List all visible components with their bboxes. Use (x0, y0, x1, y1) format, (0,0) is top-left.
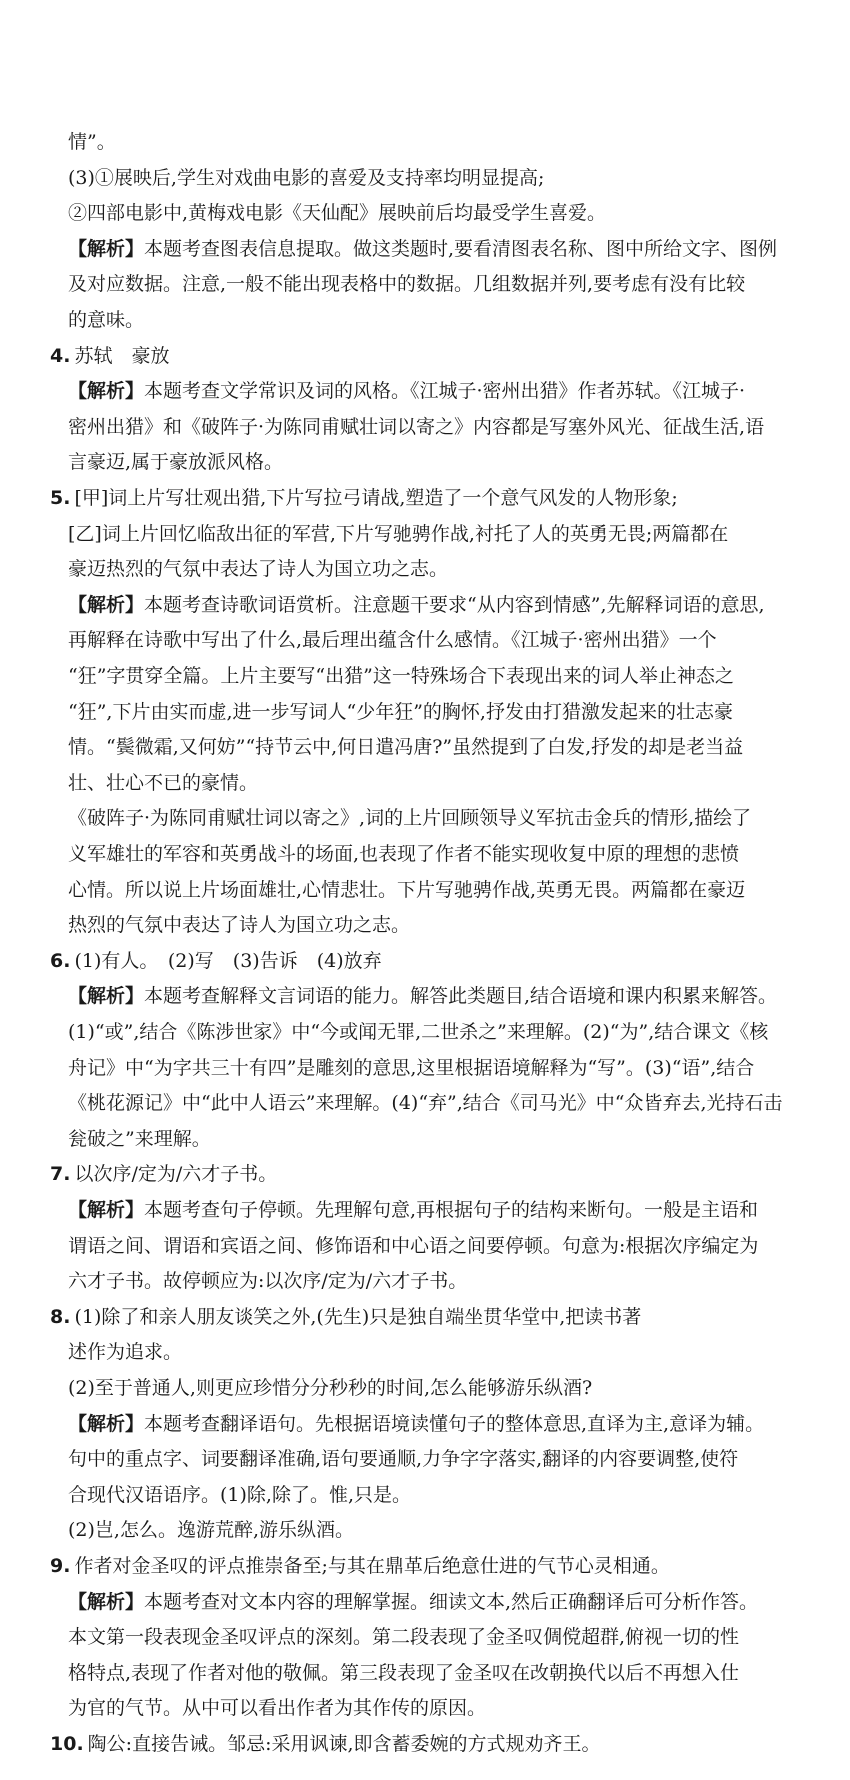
line-text: 瓮破之”来理解。 (68, 1128, 211, 1150)
text-line (68, 414, 764, 440)
text-line (68, 1695, 486, 1721)
text-line (68, 1446, 738, 1472)
line-text: 及对应数据。注意,一般不能出现表格中的数据。几组数据并列,要考虑有没有比较 (68, 273, 746, 295)
line-text: 本题考查图表信息提取。做这类题时,要看清图表名称、图中所给文字、图例 (144, 238, 778, 260)
text-line (68, 1126, 211, 1152)
text-line (68, 1055, 754, 1081)
text-line (68, 1090, 783, 1116)
text-line (68, 307, 144, 333)
analysis-paragraph (68, 592, 765, 618)
analysis-paragraph (68, 983, 777, 1009)
line-text: 合现代汉语语序。(1)除,除了。惟,只是。 (68, 1484, 411, 1506)
text-line (68, 1517, 354, 1543)
analysis-tag: 【解析】 (68, 238, 145, 260)
line-text: 句中的重点字、词要翻译准确,语句要通顺,力争字字落实,翻译的内容要调整,使符 (68, 1448, 739, 1470)
text-line (68, 805, 751, 831)
line-text: 本题考查诗歌词语赏析。注意题干要求“从内容到情感”,先解释词语的意思, (144, 594, 765, 616)
question-number: 10. (50, 1733, 84, 1755)
line-text: 格特点,表现了作者对他的敬佩。第三段表现了金圣叹在改朝换代以后不再想入仕 (68, 1662, 740, 1684)
line-text: (1)有人。 (2)写 (3)告诉 (4)放弃 (74, 950, 382, 972)
text-line (68, 1624, 739, 1650)
answer-item (50, 948, 382, 974)
analysis-paragraph (68, 1411, 764, 1437)
text-line (68, 912, 410, 938)
line-text: 述作为追求。 (68, 1341, 183, 1363)
line-text: 本题考查对文本内容的理解掌握。细读文本,然后正确翻译后可分析作答。 (144, 1591, 759, 1613)
line-text: [乙]词上片回忆临敌出征的军营,下片写驰骋作战,衬托了人的英勇无畏;两篇都在 (68, 523, 729, 545)
text-line (68, 1660, 739, 1686)
line-text: 心情。所以说上片场面雄壮,心情悲壮。下片写驰骋作战,英勇无畏。两篇都在豪迈 (68, 879, 746, 901)
line-text: ②四部电影中,黄梅戏电影《天仙配》展映前后均最受学生喜爱。 (68, 202, 607, 224)
line-text: 本题考查句子停顿。先理解句意,再根据句子的结构来断句。一般是主语和 (144, 1199, 759, 1221)
analysis-tag: 【解析】 (68, 1591, 145, 1613)
line-text: [甲]词上片写壮观出猎,下片写拉弓请战,塑造了一个意气风发的人物形象; (74, 487, 678, 509)
analysis-tag: 【解析】 (68, 1199, 145, 1221)
question-number: 7. (50, 1163, 71, 1185)
text-line (68, 663, 734, 689)
line-text: 密州出猎》和《破阵子·为陈同甫赋壮词以寄之》内容都是写塞外风光、征战生活,语 (68, 416, 765, 438)
line-text: 为官的气节。从中可以看出作者为其作传的原因。 (68, 1697, 487, 1719)
text-line (68, 556, 448, 582)
text-line (68, 1482, 411, 1508)
text-line (68, 165, 544, 191)
line-text: 的意味。 (68, 309, 145, 331)
text-line (68, 200, 606, 226)
line-text: 苏轼 豪放 (74, 345, 170, 367)
text-line (68, 1339, 182, 1365)
analysis-paragraph (68, 1589, 758, 1615)
line-text: 热烈的气氛中表达了诗人为国立功之志。 (68, 914, 411, 936)
answer-item (50, 1553, 670, 1579)
analysis-paragraph (68, 1197, 758, 1223)
text-line (68, 841, 739, 867)
line-text: 本题考查文学常识及词的风格。《江城子·密州出猎》作者苏轼。《江城子· (144, 380, 746, 402)
text-line (68, 1268, 467, 1294)
text-line (68, 877, 745, 903)
line-text: 舟记》中“为字共三十有四”是雕刻的意思,这里根据语境解释为“写”。(3)“语”,结合 (68, 1057, 755, 1079)
line-text: 壮、壮心不已的豪情。 (68, 772, 259, 794)
line-text: 情。“鬓微霜,又何妨”“持节云中,何日遣冯唐?”虽然提到了白发,抒发的却是老当益 (68, 736, 744, 758)
line-text: 《破阵子·为陈同甫赋壮词以寄之》,词的上片回顾领导义军抗击金兵的情形,描绘了 (68, 807, 752, 829)
answer-item (50, 485, 678, 511)
line-text: 本题考查解释文言词语的能力。解答此类题目,结合语境和课内积累来解答。 (144, 985, 778, 1007)
answer-item (50, 1731, 601, 1757)
text-line (68, 271, 745, 297)
line-text: 《桃花源记》中“此中人语云”来理解。(4)“弃”,结合《司马光》中“众皆弃去,光持石击 (68, 1092, 783, 1114)
analysis-tag: 【解析】 (68, 380, 145, 402)
answer-item (50, 343, 169, 369)
question-number: 5. (50, 487, 71, 509)
line-text: 本文第一段表现金圣叹评点的深刻。第二段表现了金圣叹倜傥超群,俯视一切的性 (68, 1626, 740, 1648)
analysis-tag: 【解析】 (68, 594, 145, 616)
line-text: “狂”字贯穿全篇。上片主要写“出猎”这一特殊场合下表现出来的词人举止神态之 (68, 665, 734, 687)
line-text: 再解释在诗歌中写出了什么,最后理出蕴含什么感情。《江城子·密州出猎》一个 (68, 629, 717, 651)
line-text: 豪迈热烈的气氛中表达了诗人为国立功之志。 (68, 558, 449, 580)
line-text: “狂”,下片由实而虚,进一步写词人“少年狂”的胸怀,抒发由打猎激发起来的壮志豪 (68, 701, 733, 723)
text-line (68, 1233, 758, 1259)
line-text: 谓语之间、谓语和宾语之间、修饰语和中心语之间要停顿。句意为:根据次序编定为 (68, 1235, 759, 1257)
line-text: 作者对金圣叹的评点推崇备至;与其在鼎革后绝意仕进的气节心灵相通。 (74, 1555, 670, 1577)
answer-item (50, 1304, 641, 1330)
line-text: 以次序/定为/六才子书。 (74, 1163, 278, 1185)
question-number: 4. (50, 345, 71, 367)
text-line (68, 449, 283, 475)
text-line (68, 129, 116, 155)
line-text: (2)岂,怎么。逸游荒醉,游乐纵酒。 (68, 1519, 354, 1541)
line-text: 六才子书。故停顿应为:以次序/定为/六才子书。 (68, 1270, 468, 1292)
line-text: 本题考查翻译语句。先根据语境读懂句子的整体意思,直译为主,意译为辅。 (144, 1413, 765, 1435)
analysis-paragraph (68, 378, 745, 404)
line-text: (3)①展映后,学生对戏曲电影的喜爱及支持率均明显提高; (68, 167, 545, 189)
analysis-tag: 【解析】 (68, 985, 145, 1007)
text-line (68, 734, 743, 760)
question-number: 6. (50, 950, 71, 972)
text-line (68, 770, 258, 796)
line-text: (1)除了和亲人朋友谈笑之外,(先生)只是独自端坐贯华堂中,把读书著 (74, 1306, 642, 1328)
analysis-paragraph (68, 236, 777, 262)
line-text: (1)“或”,结合《陈涉世家》中“今或闻无罪,二世杀之”来理解。(2)“为”,结合课文《核 (68, 1021, 769, 1043)
question-number: 9. (50, 1555, 71, 1577)
text-line (68, 1019, 768, 1045)
question-number: 8. (50, 1306, 71, 1328)
line-text: 陶公:直接告诫。邹忌:采用讽谏,即含蓄委婉的方式规劝齐王。 (87, 1733, 601, 1755)
text-line (68, 521, 728, 547)
analysis-tag: 【解析】 (68, 1413, 145, 1435)
line-text: 言豪迈,属于豪放派风格。 (68, 451, 284, 473)
text-line (68, 1375, 592, 1401)
text-line (68, 627, 717, 653)
answer-item (50, 1161, 277, 1187)
text-line (68, 699, 733, 725)
line-text: 情”。 (68, 131, 116, 153)
line-text: 义军雄壮的军容和英勇战斗的场面,也表现了作者不能实现收复中原的理想的悲愤 (68, 843, 740, 865)
line-text: (2)至于普通人,则更应珍惜分分秒秒的时间,怎么能够游乐纵酒? (68, 1377, 593, 1399)
